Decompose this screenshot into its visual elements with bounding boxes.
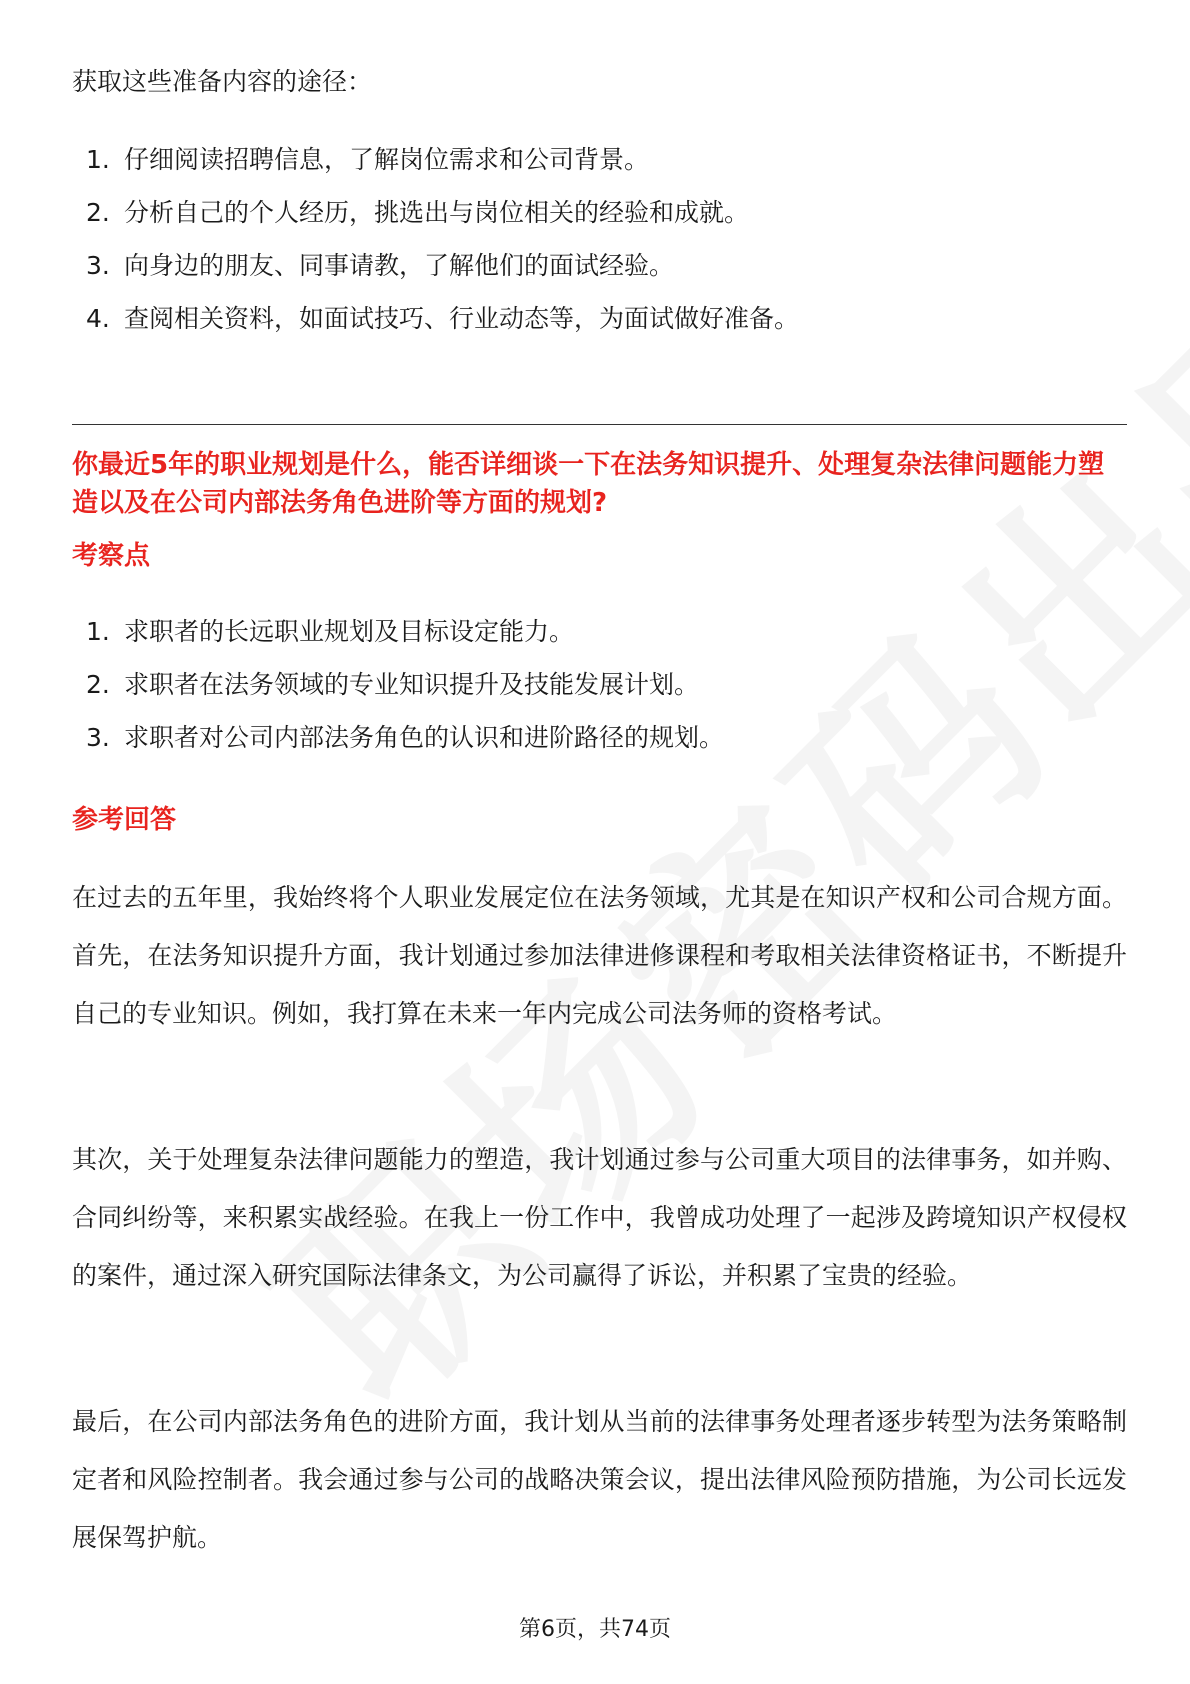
list-number: 2.	[86, 198, 110, 227]
page-footer: 第6页，共74页	[519, 1617, 671, 1642]
list-item	[86, 140, 649, 180]
list-item	[86, 193, 749, 233]
list-number: 2.	[86, 670, 110, 699]
list-text: 向身边的朋友、同事请教，了解他们的面试经验。	[124, 251, 675, 280]
list-text: 分析自己的个人经历，挑选出与岗位相关的经验和成就。	[124, 198, 750, 227]
intro-line: 获取这些准备内容的途径：	[72, 67, 373, 96]
list-item	[86, 612, 574, 652]
list-text: 查阅相关资料，如面试技巧、行业动态等，为面试做好准备。	[124, 304, 800, 333]
list-item	[86, 665, 699, 705]
list-item	[86, 299, 799, 339]
question-heading: 你最近5年的职业规划是什么，能否详细谈一下在法务知识提升、处理复杂法律问题能力塑造以及在公司内部法务角色进阶等方面的规划?	[72, 450, 1105, 518]
section-divider	[72, 424, 1127, 425]
list-number: 3.	[86, 723, 110, 752]
list-number: 1.	[86, 145, 110, 174]
list-number: 4.	[86, 304, 110, 333]
list-text: 求职者对公司内部法务角色的认识和进阶路径的规划。	[124, 723, 725, 752]
answer-paragraph: 其次，关于处理复杂法律问题能力的塑造，我计划通过参与公司重大项目的法律事务，如并购、合同纠纷等，来积累实战经验。在我上一份工作中，我曾成功处理了一起涉及跨境知识产权侵权的案件，通过深入研究国际法律条文，为公司赢得了诉讼，并积累了宝贵的经验。	[72, 1145, 1127, 1290]
answer-paragraph: 最后，在公司内部法务角色的进阶方面，我计划从当前的法律事务处理者逐步转型为法务策略制定者和风险控制者。我会通过参与公司的战略决策会议，提出法律风险预防措施，为公司长远发展保驾护航。	[72, 1407, 1127, 1552]
list-number: 1.	[86, 617, 110, 646]
list-item	[86, 718, 724, 758]
list-text: 仔细阅读招聘信息，了解岗位需求和公司背景。	[124, 145, 650, 174]
answer-paragraph: 在过去的五年里，我始终将个人职业发展定位在法务领域，尤其是在知识产权和公司合规方面。首先，在法务知识提升方面，我计划通过参加法律进修课程和考取相关法律资格证书，不断提升自己的专业知识。例如，我打算在未来一年内完成公司法务师的资格考试。	[72, 883, 1127, 1028]
list-text: 求职者在法务领域的专业知识提升及技能发展计划。	[124, 670, 700, 699]
focus-heading: 考察点	[72, 541, 151, 571]
list-item	[86, 246, 674, 286]
list-text: 求职者的长远职业规划及目标设定能力。	[124, 617, 575, 646]
answer-heading: 参考回答	[72, 805, 177, 835]
list-number: 3.	[86, 251, 110, 280]
